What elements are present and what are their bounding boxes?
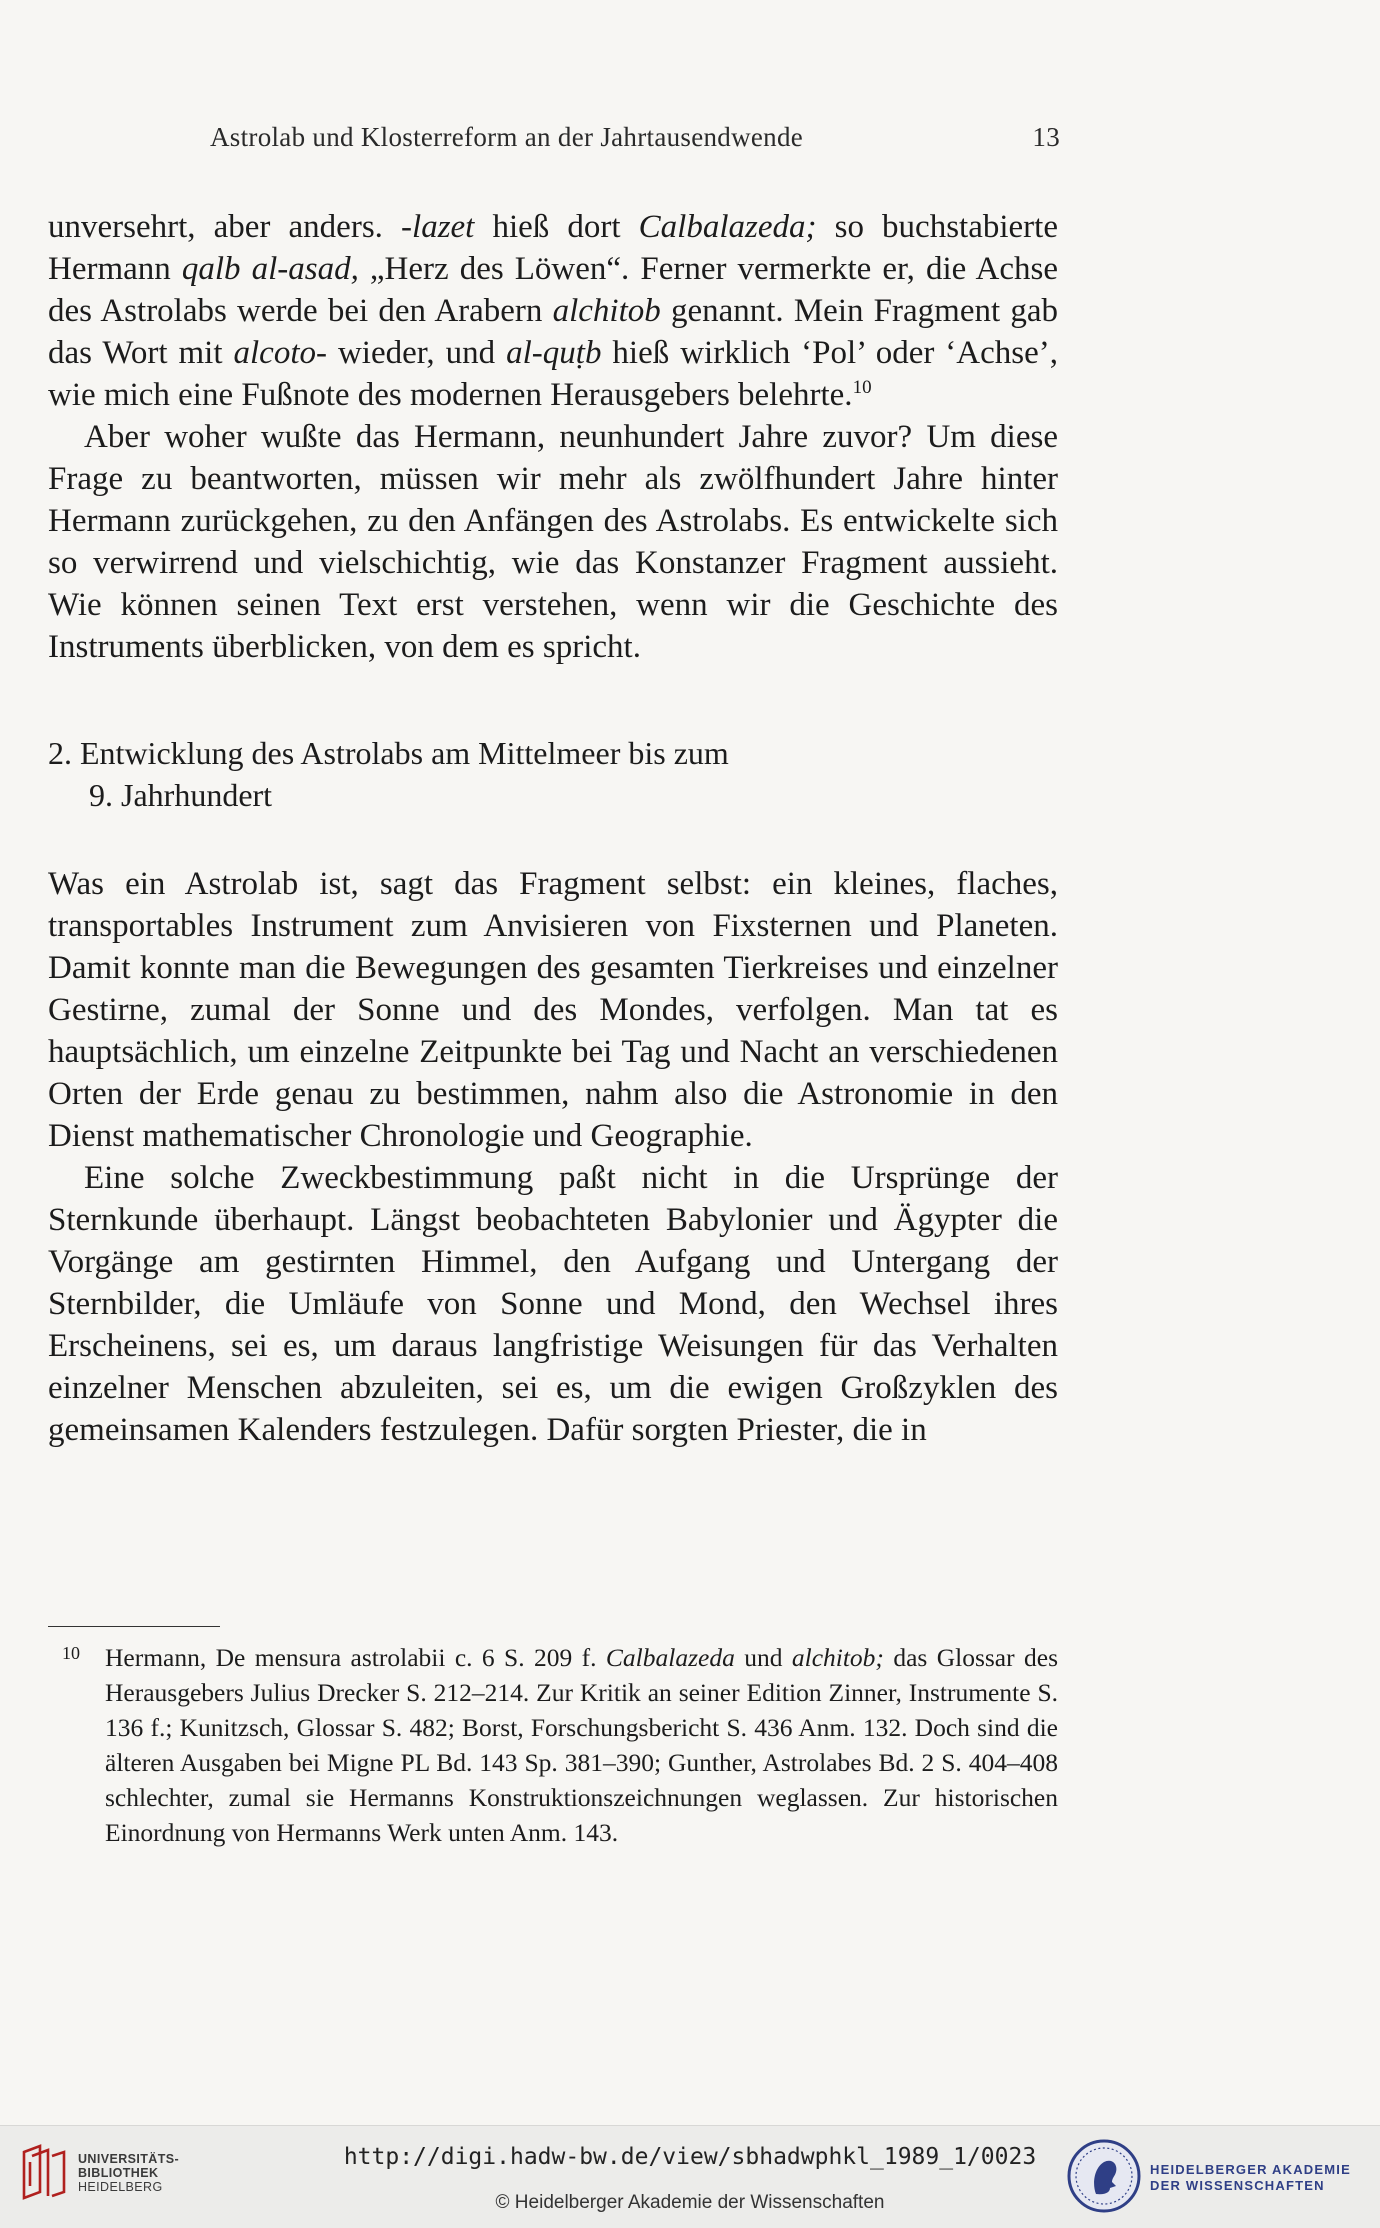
library-name-line: HEIDELBERG xyxy=(78,2180,163,2194)
paragraph-3: Was ein Astrolab ist, sagt das Fragment selbst: ein kleines, flaches, transportables Instrument zum Anvisieren von Fixsternen und Planeten. Damit konnte man die Bewegungen des gesamten Tierkreises und einzelner Gestirne, zumal der Sonne und des Mondes, verfolgen. Man tat es hauptsächlich, um einzelne Zeitpunkte bei Tag und Nacht an verschiedenen Orten der Erde genau zu bestimmen, nahm also die Astronomie in den Dienst mathematischer Chronologie und Geographie. xyxy=(48,866,1058,1154)
text-run: genannt. Mein Fragment gab das Wort mit xyxy=(48,293,1058,371)
italic-term: alcoto- xyxy=(233,335,327,371)
academy-seal-icon[interactable] xyxy=(1066,2138,1142,2214)
italic-term: al-quṭb xyxy=(506,335,602,371)
footnote-number: 10 xyxy=(62,1643,80,1663)
text-run: wieder, und xyxy=(326,335,507,371)
copyright-notice: © Heidelberger Akademie der Wissenschaften xyxy=(495,2192,885,2213)
main-text xyxy=(48,206,1058,1451)
text-run: Hermann, De mensura astrolabii c. 6 S. 209 f. xyxy=(105,1643,606,1672)
academy-name-line: DER WISSENSCHAFTEN xyxy=(1150,2178,1325,2193)
text-run: das Glossar des Herausgebers Julius Drecker S. 212–214. Zur Kritik an seiner Edition Zinner, Instrumente S. 136 f.; Kunitzsch, Glossar S. 482; Borst, Forschungsbericht S. 436 Anm. 132. Doch sind die älteren Ausgaben bei Migne PL Bd. 143 Sp. 381–390; Gunther, Astrolabes Bd. 2 S. 404–408 schlechter, zumal sie Hermanns Konstruktionszeichnungen weglassen. Zur historischen Einordnung von Hermanns Werk unten Anm. 143. xyxy=(105,1643,1058,1847)
paragraph-2: Aber woher wußte das Hermann, neunhundert Jahre zuvor? Um diese Frage zu beantworten, müssen wir mehr als zwölfhundert Jahre hinter Hermann zurückgehen, zu den Anfängen des Astrolabs. Es entwickelte sich so verwirrend und vielschichtig, wie das Konstanzer Fragment aussieht. Wie können seinen Text erst verstehen, wenn wir die Geschichte des Instruments überblicken, von dem es spricht. xyxy=(48,419,1058,665)
running-head xyxy=(210,122,1060,153)
italic-term: alchitob xyxy=(552,293,661,329)
academy-name xyxy=(1150,2162,1351,2194)
page-number: 13 xyxy=(1032,122,1060,152)
footnote-reference[interactable]: 10 xyxy=(852,377,872,398)
section-heading xyxy=(48,732,1058,816)
italic-term: Calbalazeda xyxy=(605,1643,735,1672)
permalink-url[interactable]: http://digi.hadw-bw.de/view/sbhadwphkl_1989_1/0023 xyxy=(343,2144,1037,2170)
running-title: Astrolab und Klosterreform an der Jahrtausendwende xyxy=(210,122,804,152)
section-heading-line-1: 2. Entwicklung des Astrolabs am Mittelmeer bis zum xyxy=(48,735,729,771)
italic-term: Calbalazeda; xyxy=(638,209,817,245)
paragraph-4: Eine solche Zweckbestimmung paßt nicht in die Ursprünge der Sternkunde überhaupt. Längst beobachteten Babylonier und Ägypter die Vorgänge am gestirnten Himmel, den Aufgang und Untergang der Sternbilder, die Umläufe von Sonne und Mond, den Wechsel ihres Erscheinens, sei es, um daraus langfristige Weisungen für das Verhalten einzelner Menschen abzuleiten, sei es, um die ewigen Großzyklen des gemeinsamen Kalenders festzulegen. Dafür sorgten Priester, die in xyxy=(48,1160,1058,1448)
text-run: unversehrt, aber anders. xyxy=(48,209,402,245)
paragraph-1 xyxy=(48,206,1058,416)
digitization-footer xyxy=(0,2125,1380,2228)
text-run: und xyxy=(734,1643,792,1672)
footnote-10 xyxy=(48,1640,1058,1850)
library-name-line: BIBLIOTHEK xyxy=(78,2166,159,2180)
text-run: hieß dort xyxy=(474,209,639,245)
text-run: so buchstabierte Hermann xyxy=(48,209,1058,287)
italic-term: alchitob; xyxy=(791,1643,884,1672)
italic-term: -lazet xyxy=(401,209,475,245)
text-run: hieß wirklich ‘Pol’ oder ‘Achse’, wie mich eine Fußnote des modernen Herausgebers belehrte. xyxy=(48,335,1059,413)
academy-name-line: HEIDELBERGER AKADEMIE xyxy=(1150,2162,1351,2177)
section-heading-line-2: 9. Jahrhundert xyxy=(89,777,273,813)
footnotes xyxy=(48,1640,1058,1850)
italic-term: qalb al-asad, xyxy=(181,251,359,287)
library-name-line: UNIVERSITÄTS- xyxy=(78,2152,180,2166)
text-run: „Herz des Löwen“. Ferner vermerkte er, die Achse des Astrolabs werde bei den Arabern xyxy=(48,251,1058,329)
footnote-separator xyxy=(48,1626,220,1627)
